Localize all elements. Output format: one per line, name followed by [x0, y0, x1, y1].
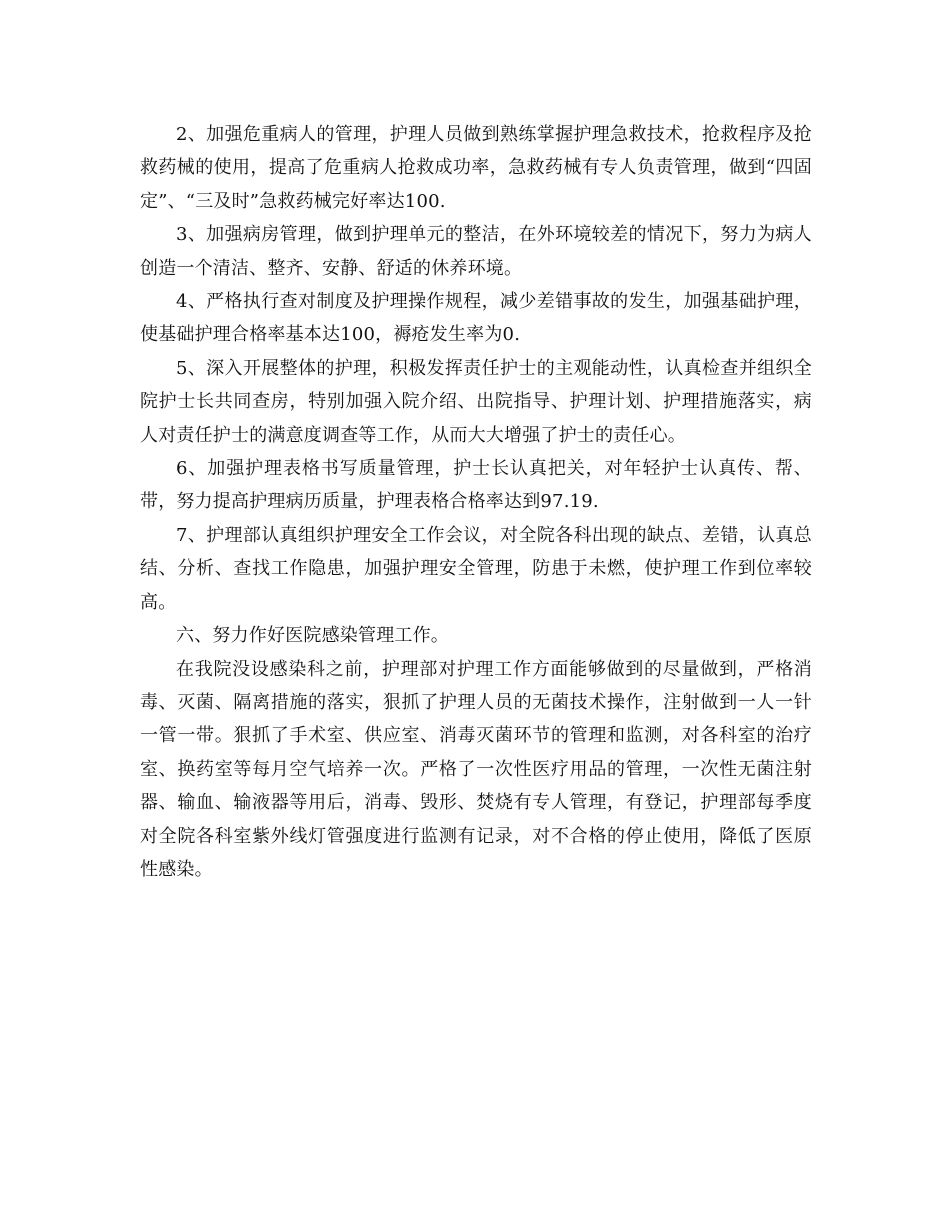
- paragraph-item-4: 4、严格执行查对制度及护理操作规程，减少差错事故的发生，加强基础护理，使基础护理合格率基本达100，褥疮发生率为0.: [140, 291, 812, 346]
- document-body: [140, 118, 812, 886]
- paragraph-item-5: 5、深入开展整体的护理，积极发挥责任护士的主观能动性，认真检查并组织全院护士长共同查房，特别加强入院介绍、出院指导、护理计划、护理措施落实，病人对责任护士的满意度调查等工作，从而大大增强了护士的责任心。: [140, 357, 812, 446]
- paragraph-item-2: 2、加强危重病人的管理，护理人员做到熟练掌握护理急救技术，抢救程序及抢救药械的使用，提高了危重病人抢救成功率，急救药械有专人负责管理，做到“四固定”、“三及时”急救药械完好率达100.: [140, 124, 812, 212]
- paragraph-item-7: 7、护理部认真组织护理安全工作会议，对全院各科出现的缺点、差错，认真总结、分析、查找工作隐患，加强护理安全管理，防患于未燃，使护理工作到位率较高。: [140, 524, 812, 613]
- paragraph-item-3: 3、加强病房管理，做到护理单元的整洁，在外环境较差的情况下，努力为病人创造一个清洁、整齐、安静、舒适的休养环境。: [140, 224, 812, 279]
- paragraph-item-6: 6、加强护理表格书写质量管理，护士长认真把关，对年轻护士认真传、帮、带，努力提高护理病历质量，护理表格合格率达到97.19.: [140, 458, 812, 513]
- section-heading: 六、努力作好医院感染管理工作。: [176, 625, 449, 647]
- infection-management-paragraph: 在我院没设感染科之前，护理部对护理工作方面能够做到的尽量做到，严格消毒、灭菌、隔离措施的落实，狠抓了护理人员的无菌技术操作，注射做到一人一针一管一带。狠抓了手术室、供应室、消毒灭菌环节的管理和监测，对各科室的治疗室、换药室等每月空气培养一次。严格了一次性医疗用品的管理，一次性无菌注射器、输血、输液器等用后，消毒、毁形、焚烧有专人管理，有登记，护理部每季度对全院各科室紫外线灯管强度进行监测有记录，对不合格的停止使用，降低了医原性感染。: [140, 658, 812, 880]
